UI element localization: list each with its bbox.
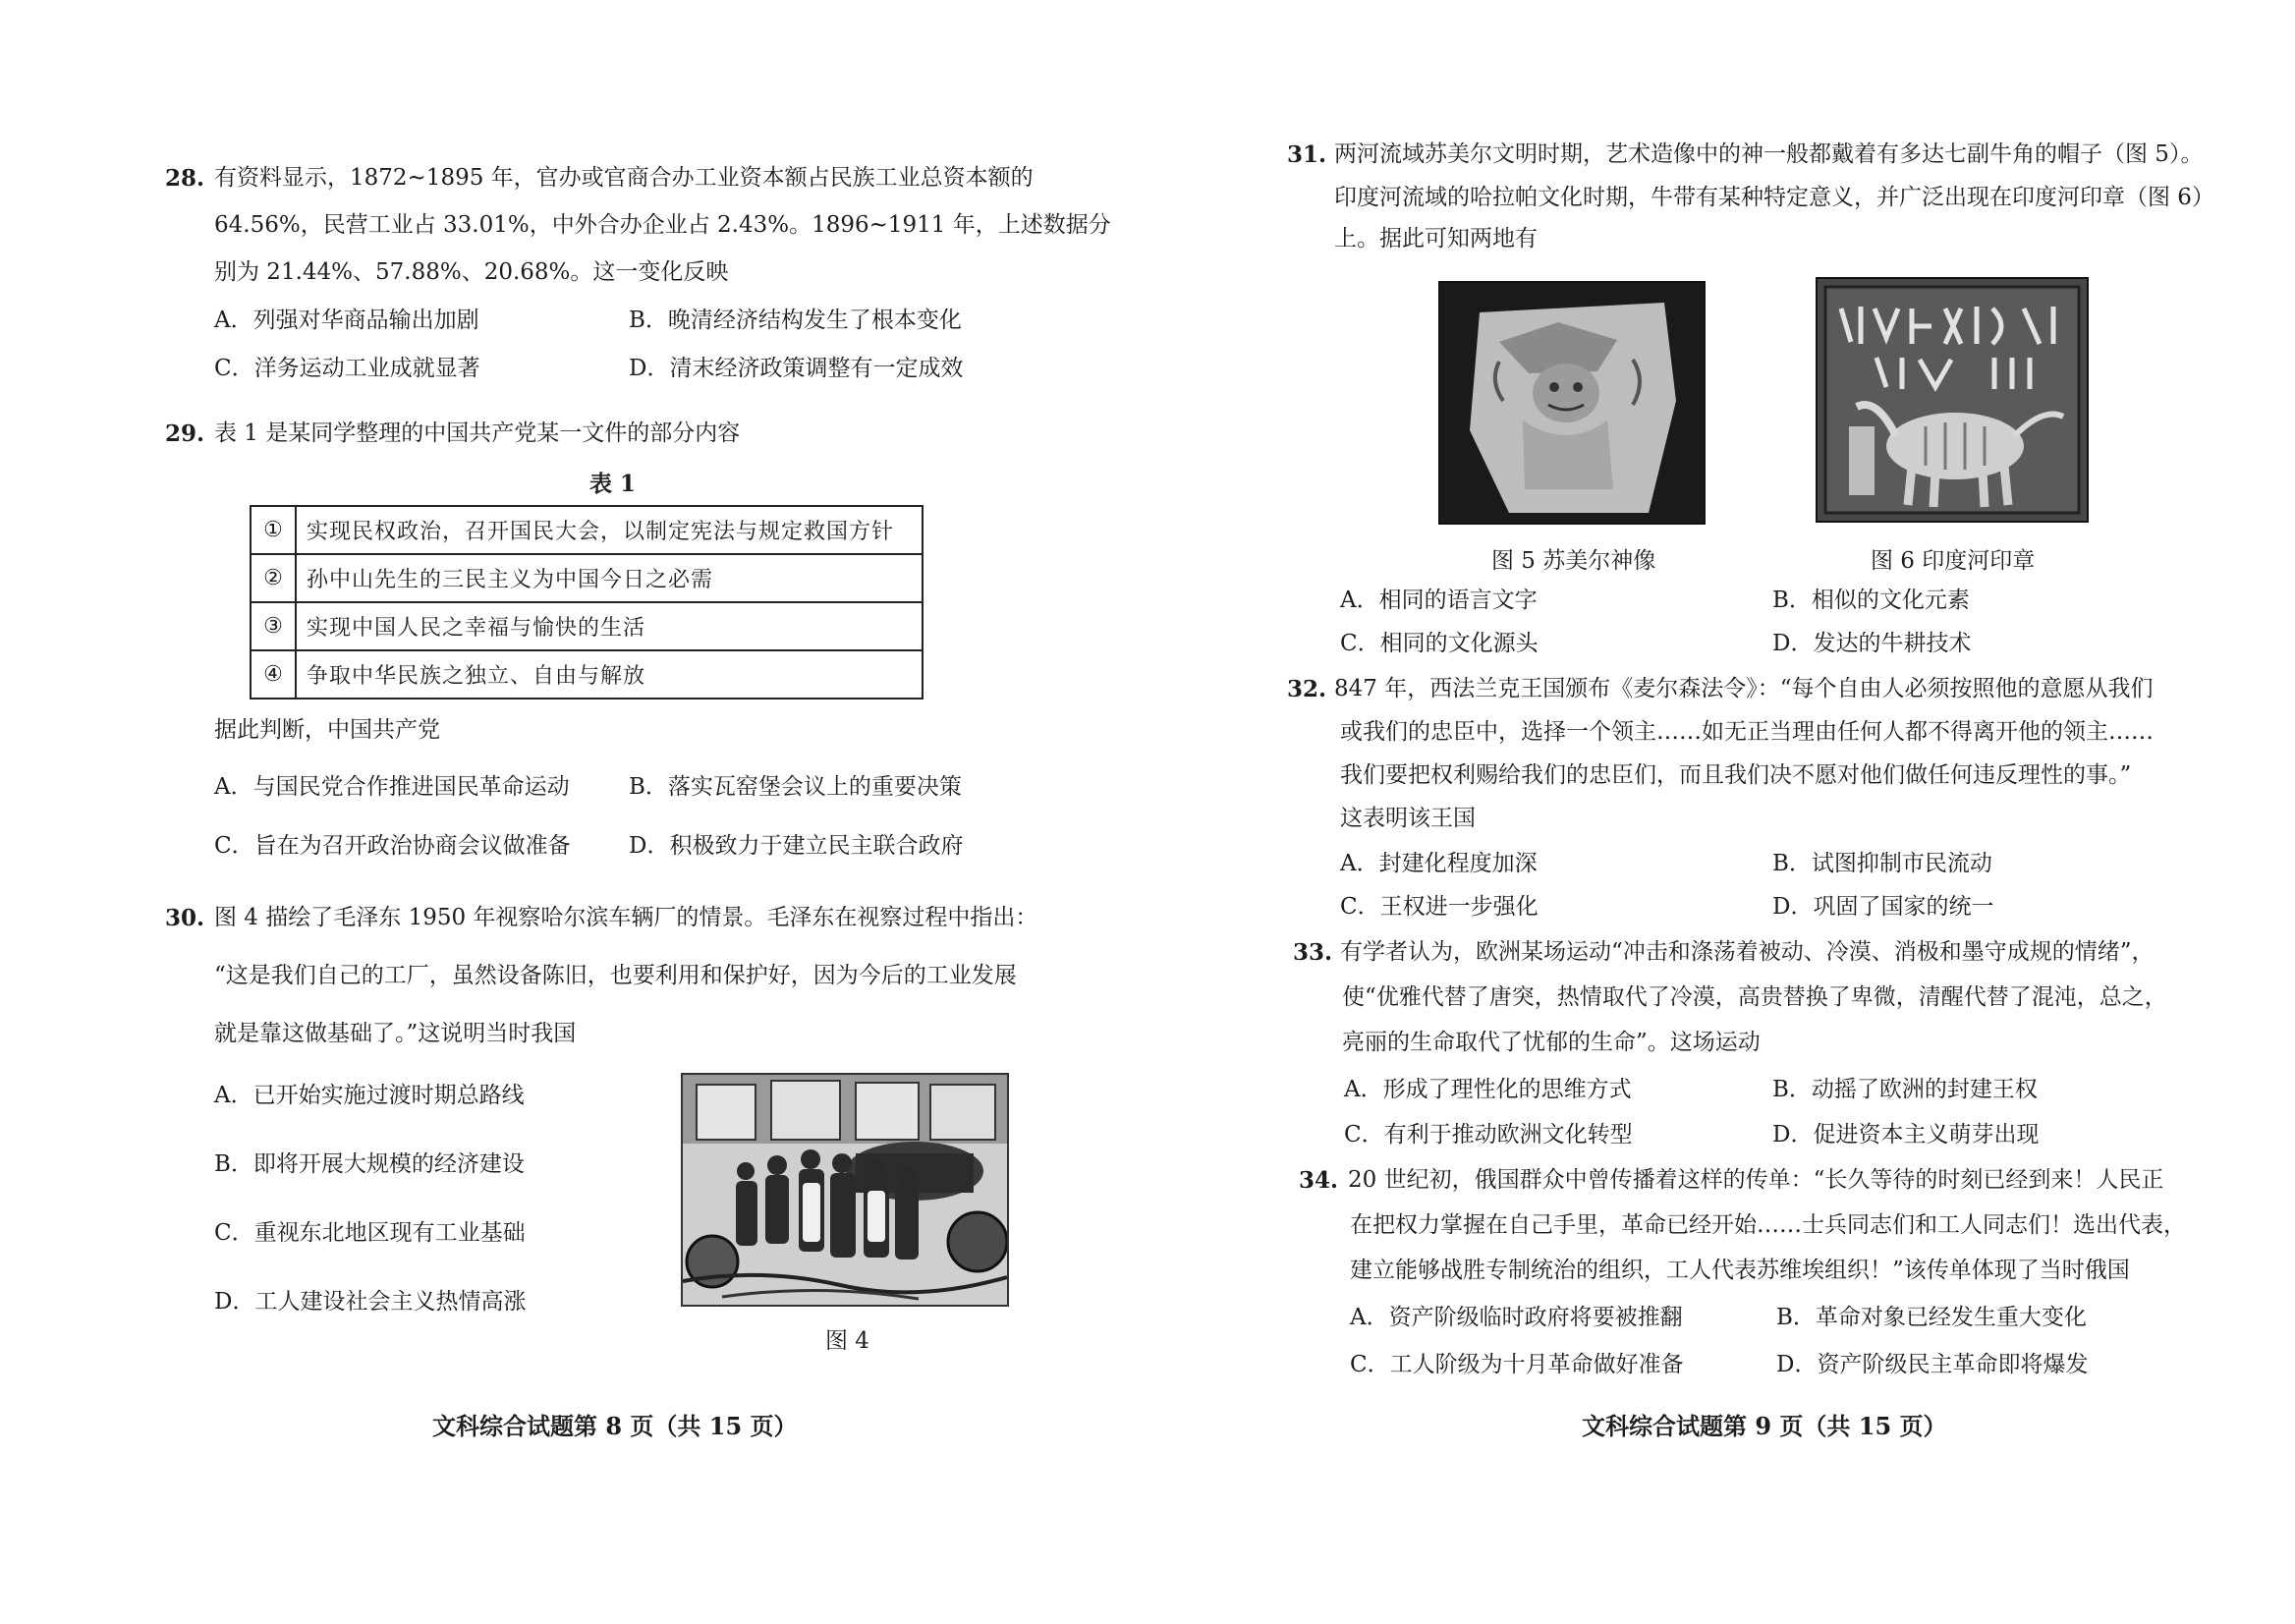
option-b[interactable]: B．相似的文化元素 [1772, 588, 1970, 613]
document-table [250, 505, 924, 700]
table-row [251, 554, 923, 602]
option-c[interactable]: C．相同的文化源头 [1340, 631, 1539, 656]
row-number: ③ [251, 602, 296, 650]
option-b[interactable]: B．即将开展大规模的经济建设 [214, 1151, 525, 1177]
question-number: 30. [165, 905, 205, 931]
row-text: 争取中华民族之独立、自由与解放 [296, 650, 923, 699]
page-footer: 文科综合试题第 9 页（共 15 页） [1582, 1412, 1947, 1440]
row-number: ① [251, 506, 296, 554]
question-text-line: 上。据此可知两地有 [1334, 226, 1538, 252]
question-text-line: 有资料显示，1872~1895 年，官办或官商合办工业资本额占民族工业总资本额的 [214, 165, 1034, 191]
option-b[interactable]: B．晚清经济结构发生了根本变化 [629, 308, 962, 333]
question-number: 33. [1293, 939, 1333, 966]
figure-4-illustration [681, 1073, 1009, 1307]
question-text-line: 有学者认为，欧洲某场运动“冲击和涤荡着被动、冷漠、消极和墨守成规的情绪”， [1340, 939, 2155, 965]
table-row [251, 506, 923, 554]
table-row [251, 650, 923, 699]
option-a[interactable]: A．已开始实施过渡时期总路线 [214, 1083, 525, 1108]
option-a[interactable]: A．形成了理性化的思维方式 [1344, 1077, 1632, 1102]
sumerian-statue-image [1440, 283, 1704, 523]
option-c[interactable]: C．王权进一步强化 [1340, 894, 1539, 920]
question-text-line: 使“优雅代替了唐突，热情取代了冷漠，高贵替换了卑微，清醒代替了混沌，总之， [1342, 984, 2167, 1010]
option-a[interactable]: A．相同的语言文字 [1340, 588, 1538, 613]
option-c[interactable]: C．旨在为召开政治协商会议做准备 [214, 833, 571, 859]
option-c[interactable]: C．洋务运动工业成就显著 [214, 356, 480, 381]
option-c[interactable]: C．工人阶级为十月革命做好准备 [1350, 1352, 1684, 1377]
question-number: 34. [1299, 1167, 1339, 1194]
question-text-line: 64.56%，民营工业占 33.01%，中外合办企业占 2.43%。1896~1911 年，上述数据分 [214, 212, 1111, 238]
question-text-line: “这是我们自己的工厂，虽然设备陈旧，也要利用和保护好，因为今后的工业发展 [214, 963, 1017, 988]
option-a[interactable]: A．资产阶级临时政府将要被推翻 [1350, 1305, 1683, 1330]
question-number: 31. [1287, 141, 1327, 168]
option-a[interactable]: A．列强对华商品输出加剧 [214, 308, 479, 333]
question-text-line: 这表明该王国 [1340, 806, 1476, 831]
exam-page-9 [1148, 0, 2295, 1624]
option-a[interactable]: A．与国民党合作推进国民革命运动 [214, 774, 570, 800]
option-b[interactable]: B．落实瓦窑堡会议上的重要决策 [629, 774, 962, 800]
question-text-line: 建立能够战胜专制统治的组织，工人代表苏维埃组织！”该传单体现了当时俄国 [1350, 1258, 2130, 1283]
option-d[interactable]: D．巩固了国家的统一 [1772, 894, 1994, 920]
figure-5-sumerian-statue [1438, 281, 1706, 525]
question-number: 28. [165, 165, 205, 192]
row-text: 孙中山先生的三民主义为中国今日之必需 [296, 554, 923, 602]
row-text: 实现中国人民之幸福与愉快的生活 [296, 602, 923, 650]
question-text-line: 两河流域苏美尔文明时期，艺术造像中的神一般都戴着有多达七副牛角的帽子（图 5）。 [1334, 141, 2204, 167]
question-text-line: 印度河流域的哈拉帕文化时期，牛带有某种特定意义，并广泛出现在印度河印章（图 6） [1334, 185, 2214, 210]
table-row [251, 602, 923, 650]
option-b[interactable]: B．革命对象已经发生重大变化 [1776, 1305, 2087, 1330]
figure-5-caption: 图 5 苏美尔神像 [1491, 548, 1656, 574]
row-number: ④ [251, 650, 296, 699]
option-d[interactable]: D．工人建设社会主义热情高涨 [214, 1289, 527, 1315]
question-text-line: 亮丽的生命取代了忧郁的生命”。这场运动 [1342, 1030, 1761, 1055]
question-text-line: 图 4 描绘了毛泽东 1950 年视察哈尔滨车辆厂的情景。毛泽东在视察过程中指出： [214, 905, 1038, 930]
question-number: 29. [165, 420, 205, 447]
question-text-line: 847 年，西法兰克王国颁布《麦尔森法令》：“每个自由人必须按照他的意愿从我们 [1334, 676, 2154, 701]
option-b[interactable]: B．动摇了欧洲的封建王权 [1772, 1077, 2038, 1102]
table-title: 表 1 [589, 471, 637, 497]
page-footer: 文科综合试题第 8 页（共 15 页） [432, 1412, 798, 1440]
question-text-line: 别为 21.44%、57.88%、20.68%。这一变化反映 [214, 259, 729, 285]
option-b[interactable]: B．试图抑制市民流动 [1772, 851, 1992, 876]
option-a[interactable]: A．封建化程度加深 [1340, 851, 1538, 876]
question-text-line: 或我们的忠臣中，选择一个领主……如无正当理由任何人都不得离开他的领主…… [1340, 719, 2154, 745]
option-c[interactable]: C．重视东北地区现有工业基础 [214, 1220, 526, 1246]
option-d[interactable]: D．清末经济政策调整有一定成效 [629, 356, 964, 381]
option-d[interactable]: D．促进资本主义萌芽出现 [1772, 1122, 2040, 1148]
question-text-line: 就是靠这做基础了。”这说明当时我国 [214, 1021, 577, 1046]
figure-6-indus-seal [1816, 277, 2089, 523]
question-number: 32. [1287, 676, 1327, 702]
option-d[interactable]: D．发达的牛耕技术 [1772, 631, 1972, 656]
factory-workers-illustration [683, 1075, 1007, 1305]
indus-seal-image [1818, 279, 2087, 521]
option-d[interactable]: D．积极致力于建立民主联合政府 [629, 833, 964, 859]
question-text-line: 在把权力掌握在自己手里，革命已经开始……士兵同志们和工人同志们！选出代表， [1350, 1212, 2186, 1238]
figure-6-caption: 图 6 印度河印章 [1871, 548, 2036, 574]
question-text-line: 我们要把权利赐给我们的忠臣们，而且我们决不愿对他们做任何违反理性的事。” [1340, 762, 2132, 788]
row-text: 实现民权政治，召开国民大会，以制定宪法与规定救国方针 [296, 506, 923, 554]
question-text-line: 据此判断，中国共产党 [214, 717, 440, 743]
option-d[interactable]: D．资产阶级民主革命即将爆发 [1776, 1352, 2089, 1377]
row-number: ② [251, 554, 296, 602]
question-text-line: 表 1 是某同学整理的中国共产党某一文件的部分内容 [214, 420, 741, 446]
option-c[interactable]: C．有利于推动欧洲文化转型 [1344, 1122, 1633, 1148]
question-text-line: 20 世纪初，俄国群众中曾传播着这样的传单：“长久等待的时刻已经到来！人民正 [1348, 1167, 2164, 1193]
figure-4-caption: 图 4 [825, 1328, 869, 1354]
